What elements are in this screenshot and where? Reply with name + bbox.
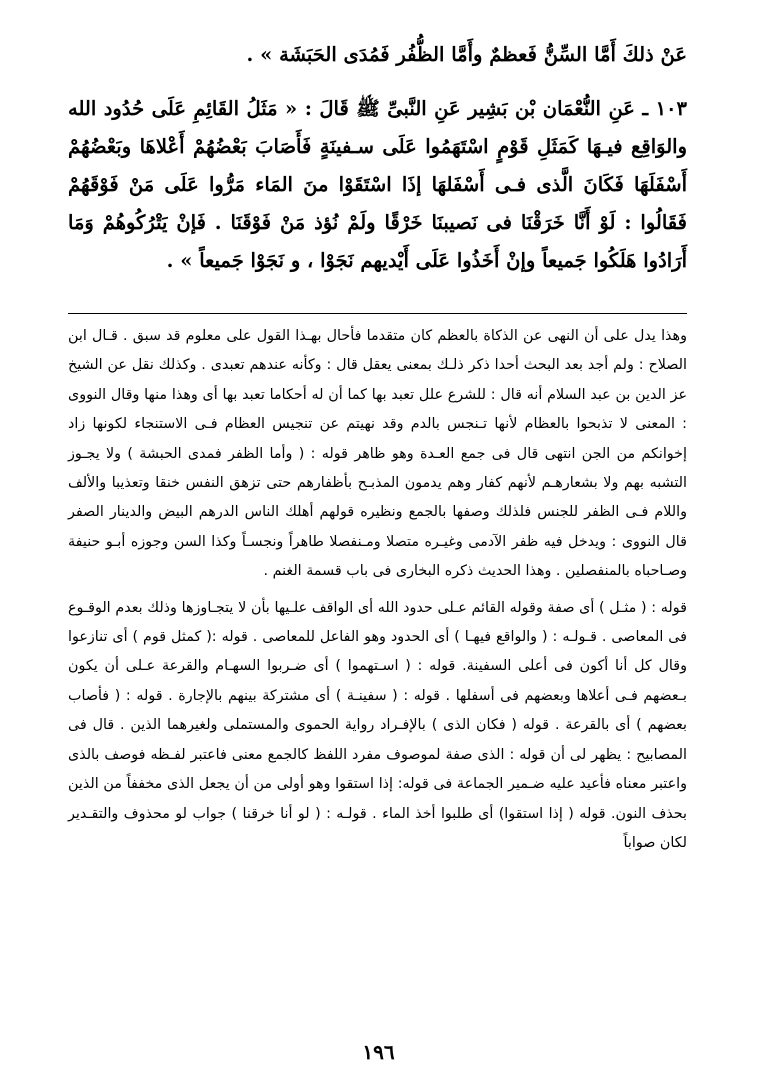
- commentary-paragraph-1: وهذا يدل على أن النهى عن الذكاة بالعظم كان متقدما فأحال بهـذا القول على معلوم قد سبق . قـال ابن الصلاح : ولم أجد بعد البحث أحدا ذكر ذلـك بمعنى يعقل قال : وكأنه عندهم تعبدى . وكذلك نقل عن الشيخ عز الدين بن عبد السلام أنه قال : للشرع علل تعبد بها كما أن له أحكاما تعبد بها أى وهذا منها وقال النووى : المعنى لا تذبحوا بالعظام لأنها تـنجس بالدم وقد نهيتم عن تنجيس العظام فـى الاستنجاء لكونها زاد إخوانكم من الجن انتهى قال فى جمع العـدة وهو ظاهر قوله : ( وأما الظفر فمدى الحبشة ) ولا يجـوز التشبه بهم ولا بشعارهـم لأنهم كفار وهم يدمون المذبـح بأظفارهم حتى تزهق النفس خنقا وتعذيبا والألف واللام فـى الظفر للجنس فلذلك وصفها بالجمع ونظيره قولهم أهلك الناس الدرهم البيض والدينار الصفر قال النووى : ويدخل فيه ظفر الآدمى وغيـره متصلا ومـنفصلا طاهراً ونجسـاً وكذا السن وجوزه أبـو حنيفة وصـاحباه بالمنفصلين . وهذا الحديث ذكره البخارى فى باب قسمة الغنم .: [68, 328, 687, 580]
- footnote-divider: [68, 313, 687, 314]
- page-number: ١٩٦: [362, 1040, 395, 1064]
- commentary-paragraph-2: قوله : ( مثـل ) أى صفة وقوله القائم عـلى حدود الله أى الواقف علـيها بأن لا يتجـاوزها وذلك بعدم الوقـوع فى المعاصى . قـولـه : ( والواقع فيهـا ) أى الحدود وهو الفاعل للمعاصى . قوله :( كمثل قوم ) أى تنازعوا وقال كل أنا أكون فى أعلى السفينة. قوله : ( اسـتهموا ) أى ضـربوا السهـام والقرعة عـلى أن يكون بـعضهم فـى أعلاها وبعضهم فى أسفلها . قوله : ( سفينـة ) أى مشتركة بينهم بالإجارة . قوله : ( فأصاب بعضهم ) أى بالقرعة . قوله ( فكان الذى ) بالإفـراد رواية الحموى والمستملى ولغيرهما الذين . قال فى المصابيح : يظهر لى أن قوله : الذى صفة لموصوف مفرد اللفظ كالجمع معنى فاعتبر لفـظه فوصف بالذى واعتبر معناه فأعيد عليه ضـمير الجماعة فى قوله: إذا استقوا وهو أولى من أن يجعل الذى مخففاً من الذين بحذف النون. قوله ( إذا استقوا) أى طلبوا أخذ الماء . قولـه : ( لو أنا خرقنا ) جواب لو محذوف والتقـدير لكان صواباً: [68, 599, 687, 851]
- hadith-paragraph-continuation: عَنْ ذلكَ أَمَّا السِّنُّ فَعظمٌ وأَمَّا الظُّفُر فَمُدَى الحَبَشَة » .: [246, 43, 687, 66]
- hadith-paragraph-103: ١٠٣ ـ عَنِ النُّعْمَان بْن بَشِير عَنِ النَّبىِّ ﷺ قَالَ : « مَثَلُ القَائِمِ عَلَى حُدُود الله والوَاقِع فيـهَا كَمَثَلِ قَوْمٍ اسْتَهَمُوا عَلَى سـفينَةٍ فَأَصَابَ بَعْضُهُمْ أَعْلاهَا وبَعْضُهُمْ أَسْفَلَهَا فَكَانَ الَّذى فـى أَسْفَلهَا إذَا اسْتَقَوْا منَ المَاء مَرُّوا عَلَى مَنْ فَوْقَهُمْ فَقَالُوا : لَوْ أَنَّا خَرَقْنَا فى نَصيبنَا خَرْقًا ولَمْ نُؤذ مَنْ فَوْقَنَا . فَإنْ يَتْرُكُوهُمْ وَمَا أَرَادُوا هَلَكُوا جَميعاً وإنْ أَخَذُوا عَلَى أَيْديهم نَجَوْا ، و نَجَوْا جَميعاً » .: [68, 97, 687, 272]
- hadith-text-block: [68, 36, 687, 280]
- commentary-block: [68, 322, 687, 858]
